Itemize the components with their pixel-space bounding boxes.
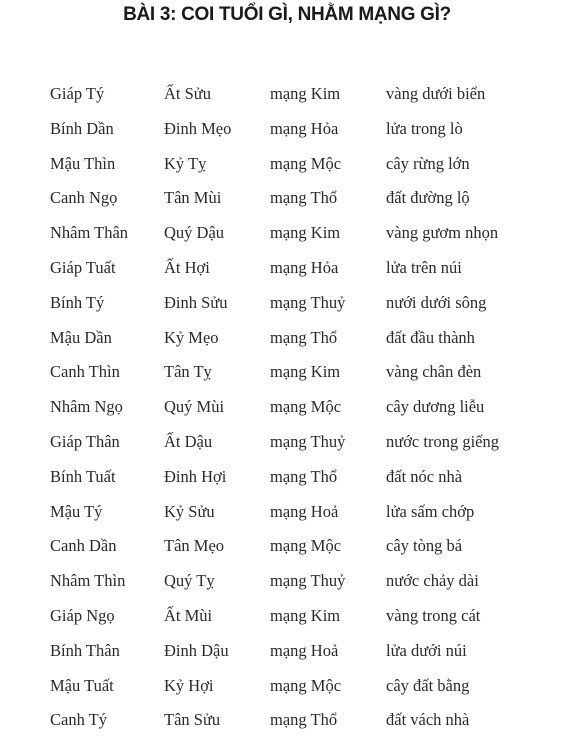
year-second-cell: Tân Mẹo bbox=[164, 536, 225, 556]
year-first-cell: Mậu Tý bbox=[50, 501, 103, 521]
table-row bbox=[50, 499, 570, 534]
element-cell: mạng Thuỷ bbox=[270, 292, 346, 312]
meaning-cell: đất đầu thành bbox=[386, 327, 475, 347]
year-second-cell: Kỷ Sửu bbox=[164, 501, 215, 521]
element-cell: mạng Hỏa bbox=[270, 118, 339, 138]
year-first-cell: Giáp Tý bbox=[50, 84, 105, 103]
year-first-cell: Nhâm Thân bbox=[50, 223, 129, 243]
page-title: BÀI 3: COI TUỔI GÌ, NHẰM MẠNG GÌ? bbox=[123, 4, 451, 25]
year-second-cell: Đinh Sửu bbox=[164, 292, 228, 312]
year-first-cell: Nhâm Thìn bbox=[50, 571, 126, 591]
year-first-cell: Nhâm Ngọ bbox=[50, 397, 123, 417]
element-cell: mạng Thuỷ bbox=[270, 571, 346, 591]
table-row bbox=[50, 116, 570, 151]
meaning-cell: vàng chân đèn bbox=[386, 362, 482, 382]
year-first-cell: Bính Thân bbox=[50, 640, 120, 660]
year-first-cell: Bính Dần bbox=[50, 118, 114, 138]
year-first-cell: Mậu Tuất bbox=[50, 675, 114, 695]
year-first-cell: Giáp Ngọ bbox=[50, 605, 115, 625]
year-second-cell: Kỷ Mẹo bbox=[164, 327, 219, 347]
year-first-cell: Bính Tuất bbox=[50, 466, 116, 486]
year-second-cell: Đinh Dậu bbox=[164, 640, 229, 660]
meaning-cell: cây tòng bá bbox=[386, 536, 463, 556]
year-first-cell: Canh Ngọ bbox=[50, 188, 118, 208]
element-cell: mạng Hoả bbox=[270, 640, 339, 660]
table-row bbox=[50, 394, 570, 429]
meaning-cell: nước chảy dài bbox=[386, 571, 479, 591]
table-row bbox=[50, 255, 570, 290]
table-row bbox=[50, 151, 570, 186]
meaning-cell: nước trong giếng bbox=[386, 431, 499, 451]
year-first-cell: Mậu Dần bbox=[50, 327, 112, 347]
table-row bbox=[50, 220, 570, 255]
element-cell: mạng Kim bbox=[270, 84, 341, 103]
table-row bbox=[50, 325, 570, 360]
element-cell: mạng Hỏa bbox=[270, 257, 339, 277]
year-second-cell: Ất Sửu bbox=[164, 84, 211, 103]
element-cell: mạng Kim bbox=[270, 223, 341, 243]
year-first-cell: Mậu Thìn bbox=[50, 153, 116, 173]
element-cell: mạng Thổ bbox=[270, 327, 338, 347]
meaning-cell: lửa dưới núi bbox=[386, 640, 467, 660]
table-row bbox=[50, 707, 570, 742]
element-cell: mạng Mộc bbox=[270, 536, 342, 556]
table-row bbox=[50, 464, 570, 499]
year-first-cell: Canh Dần bbox=[50, 536, 117, 556]
year-first-cell: Bính Tý bbox=[50, 292, 105, 312]
year-second-cell: Tân Tỵ bbox=[164, 362, 212, 382]
table-row bbox=[50, 603, 570, 638]
year-second-cell: Tân Sửu bbox=[164, 710, 221, 730]
meaning-cell: vàng dưới biển bbox=[386, 84, 486, 103]
element-cell: mạng Thổ bbox=[270, 188, 338, 208]
year-first-cell: Canh Tý bbox=[50, 710, 107, 730]
year-second-cell: Ất Hợi bbox=[164, 257, 210, 277]
meaning-cell: nưới dưới sông bbox=[386, 292, 487, 312]
year-second-cell: Quý Dậu bbox=[164, 223, 225, 243]
year-second-cell: Ất Dậu bbox=[164, 431, 213, 451]
meaning-cell: đất vách nhà bbox=[386, 710, 470, 730]
meaning-cell: vàng gươm nhọn bbox=[386, 223, 499, 243]
meaning-cell: đất đường lộ bbox=[386, 188, 470, 208]
element-cell: mạng Kim bbox=[270, 362, 341, 382]
table-row bbox=[50, 290, 570, 325]
year-second-cell: Quý Tỵ bbox=[164, 571, 215, 591]
table-row bbox=[50, 638, 570, 673]
element-cell: mạng Kim bbox=[270, 605, 341, 625]
table-row bbox=[50, 568, 570, 603]
element-cell: mạng Thổ bbox=[270, 466, 338, 486]
meaning-cell: cây rừng lớn bbox=[386, 153, 470, 173]
meaning-cell: cây đất bằng bbox=[386, 675, 470, 695]
table-row bbox=[50, 81, 570, 116]
meaning-cell: đất nóc nhà bbox=[386, 466, 463, 486]
meaning-cell: lửa trên núi bbox=[386, 257, 462, 277]
table-row bbox=[50, 185, 570, 220]
element-cell: mạng Thuỷ bbox=[270, 431, 346, 451]
year-first-cell: Giáp Thân bbox=[50, 431, 120, 451]
year-second-cell: Kỷ Tỵ bbox=[164, 153, 207, 173]
element-cell: mạng Hoả bbox=[270, 501, 339, 521]
element-cell: mạng Mộc bbox=[270, 397, 342, 417]
year-second-cell: Quý Mùi bbox=[164, 397, 225, 417]
element-cell: mạng Mộc bbox=[270, 153, 342, 173]
year-second-cell: Kỷ Hợi bbox=[164, 675, 214, 695]
meaning-cell: cây dương liễu bbox=[386, 397, 485, 417]
zodiac-element-table bbox=[50, 81, 570, 742]
meaning-cell: vàng trong cát bbox=[386, 605, 481, 625]
table-row bbox=[50, 359, 570, 394]
meaning-cell: lửa sấm chớp bbox=[386, 501, 475, 521]
table-row bbox=[50, 673, 570, 708]
year-second-cell: Đinh Mẹo bbox=[164, 118, 232, 138]
year-second-cell: Ất Mùi bbox=[164, 605, 213, 625]
table-row bbox=[50, 429, 570, 464]
table-row bbox=[50, 533, 570, 568]
year-first-cell: Canh Thìn bbox=[50, 362, 120, 382]
meaning-cell: lửa trong lò bbox=[386, 118, 463, 138]
element-cell: mạng Thổ bbox=[270, 710, 338, 730]
year-second-cell: Tân Mùi bbox=[164, 188, 222, 208]
element-cell: mạng Mộc bbox=[270, 675, 342, 695]
year-first-cell: Giáp Tuất bbox=[50, 257, 116, 277]
year-second-cell: Đinh Hợi bbox=[164, 466, 227, 486]
